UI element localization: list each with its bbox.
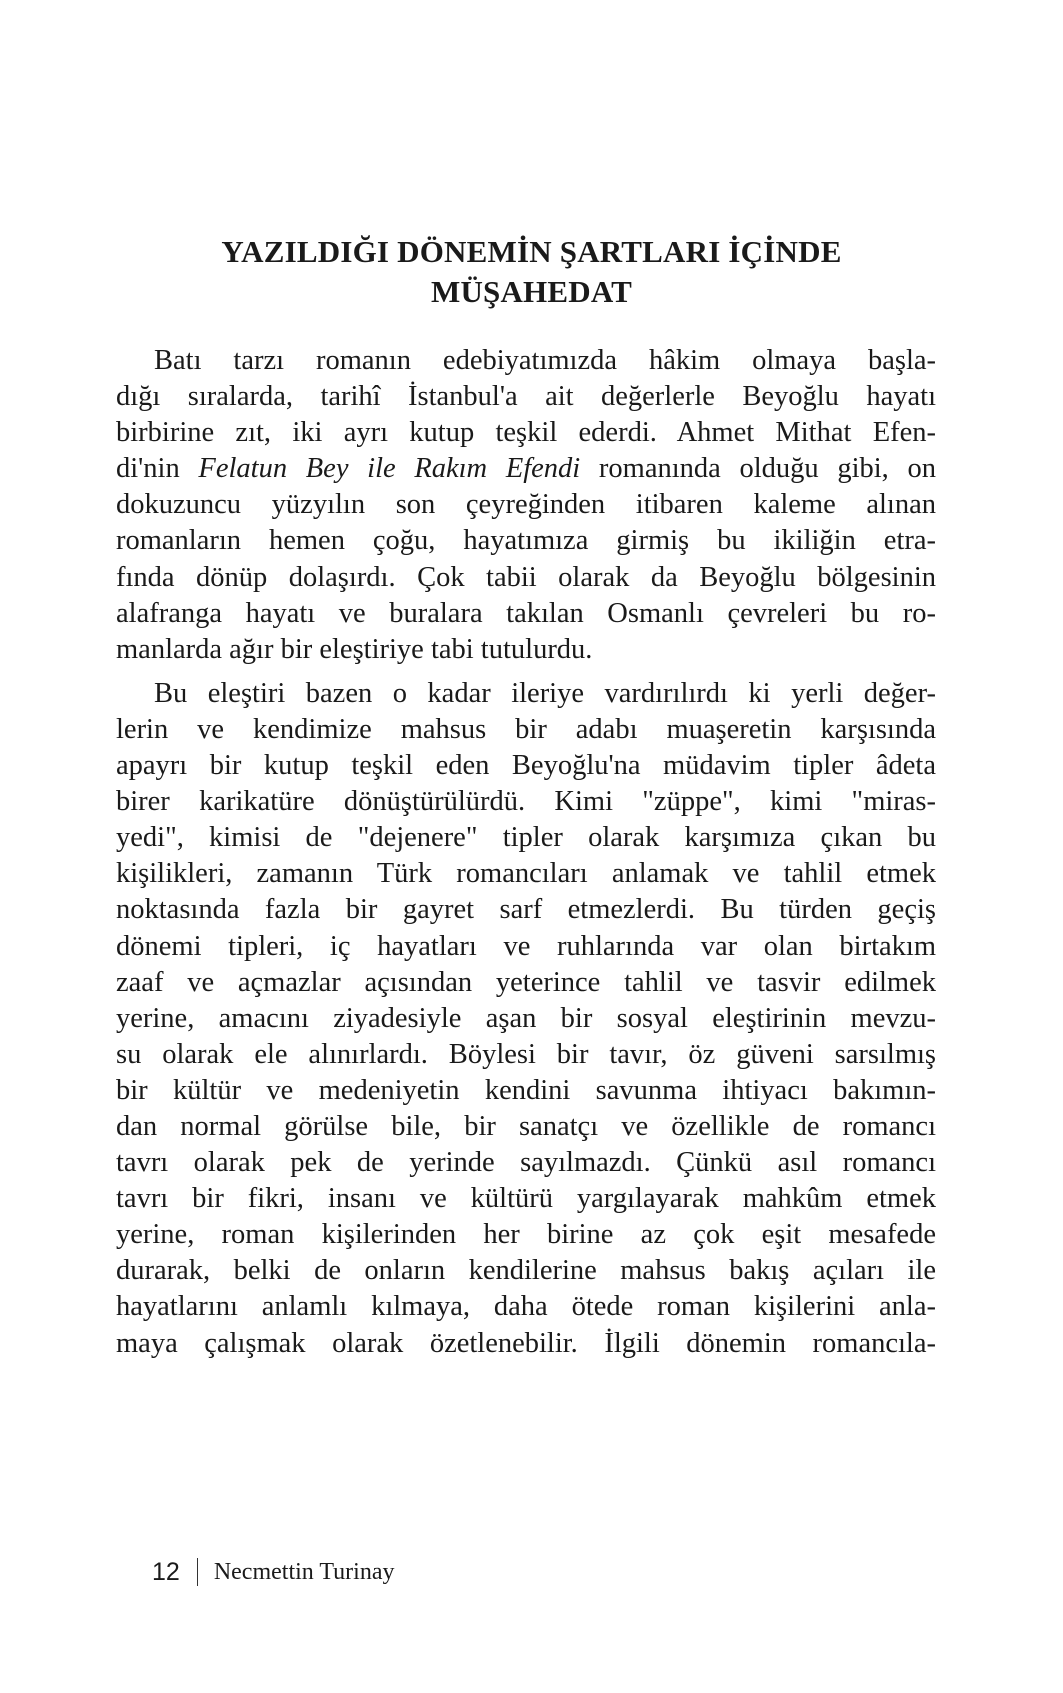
text-line: tavrı bir fikri, insanı ve kültürü yargılayarak mahkûm etmek	[116, 1183, 936, 1215]
text-line: alafranga hayatı ve buralara takılan Osmanlı çevreleri bu ro-	[116, 597, 936, 629]
text-line: yerine, roman kişilerinden her birine az çok eşit mesafede	[116, 1219, 936, 1251]
footer-author: Necmettin Turinay	[213, 1558, 395, 1585]
text-line: zaaf ve açmazlar açısından yeterince tahlil ve tasvir edilmek	[116, 966, 936, 998]
text-line: hayatlarını anlamlı kılmaya, daha ötede roman kişilerini anla-	[116, 1291, 936, 1323]
text-line: kişilikleri, zamanın Türk romancıları anlamak ve tahlil etmek	[116, 858, 936, 890]
novel-title-italic: Felatun Bey ile Rakım Efendi	[198, 453, 581, 485]
text-segment: romanında olduğu gibi, on	[580, 453, 936, 485]
footer-divider	[197, 1558, 198, 1586]
text-line: romanların hemen çoğu, hayatımıza girmiş bu ikiliğin etra-	[116, 525, 936, 557]
paragraph-2	[116, 676, 936, 1362]
paragraph-1	[116, 343, 936, 668]
chapter-heading-line-1: YAZILDIĞI DÖNEMİN ŞARTLARI İÇİNDE	[221, 234, 842, 269]
text-line: dokuzuncu yüzyılın son çeyreğinden itibaren kaleme alınan	[116, 489, 936, 521]
text-line: manlarda ağır bir eleştiriye tabi tutulurdu.	[116, 633, 593, 665]
text-line: lerin ve kendimize mahsus bir adabı muaşeretin karşısında	[116, 713, 936, 745]
text-line: apayrı bir kutup teşkil eden Beyoğlu'na müdavim tipler âdeta	[116, 750, 936, 782]
text-line: yedi", kimisi de "dejenere" tipler olarak karşımıza çıkan bu	[116, 822, 936, 854]
chapter-heading-line-2: MÜŞAHEDAT	[430, 274, 632, 309]
text-line: Bu eleştiri bazen o kadar ileriye vardırılırdı ki yerli değer-	[154, 677, 936, 709]
text-line: fında dönüp dolaşırdı. Çok tabii olarak da Beyoğlu bölgesinin	[116, 561, 936, 593]
text-line: tavrı olarak pek de yerinde sayılmazdı. Çünkü asıl romancı	[116, 1147, 936, 1179]
text-line	[116, 451, 936, 487]
text-line: su olarak ele alınırlardı. Böylesi bir tavır, öz güveni sarsılmış	[116, 1038, 936, 1070]
text-line: noktasında fazla bir gayret sarf etmezlerdi. Bu türden geçiş	[116, 894, 936, 926]
chapter-heading	[110, 232, 953, 312]
text-line: dığı sıralarda, tarihî İstanbul'a ait değerlerle Beyoğlu hayatı	[116, 381, 936, 413]
text-segment: di'nin	[116, 453, 199, 485]
text-line: Batı tarzı romanın edebiyatımızda hâkim olmaya başla-	[154, 345, 936, 376]
text-line: yerine, amacını ziyadesiyle aşan bir sosyal eleştirinin mevzu-	[116, 1002, 936, 1034]
body-text	[116, 343, 936, 1362]
text-line: birbirine zıt, iki ayrı kutup teşkil ederdi. Ahmet Mithat Efen-	[116, 417, 936, 449]
text-line: dan normal görülse bile, bir sanatçı ve özellikle de romancı	[116, 1110, 936, 1142]
page-number: 12	[152, 1557, 180, 1586]
paragraph-gap	[116, 668, 936, 676]
text-line: durarak, belki de onların kendilerine mahsus bakış açıları ile	[116, 1255, 936, 1287]
text-line: maya çalışmak olarak özetlenebilir. İlgili dönemin romancıla-	[116, 1327, 936, 1359]
text-line: bir kültür ve medeniyetin kendini savunma ihtiyacı bakımın-	[116, 1074, 936, 1106]
text-line: dönemi tipleri, iç hayatları ve ruhlarında var olan birtakım	[116, 930, 936, 962]
text-line: birer karikatüre dönüştürülürdü. Kimi "züppe", kimi "miras-	[116, 786, 936, 818]
page-footer	[152, 1555, 394, 1589]
